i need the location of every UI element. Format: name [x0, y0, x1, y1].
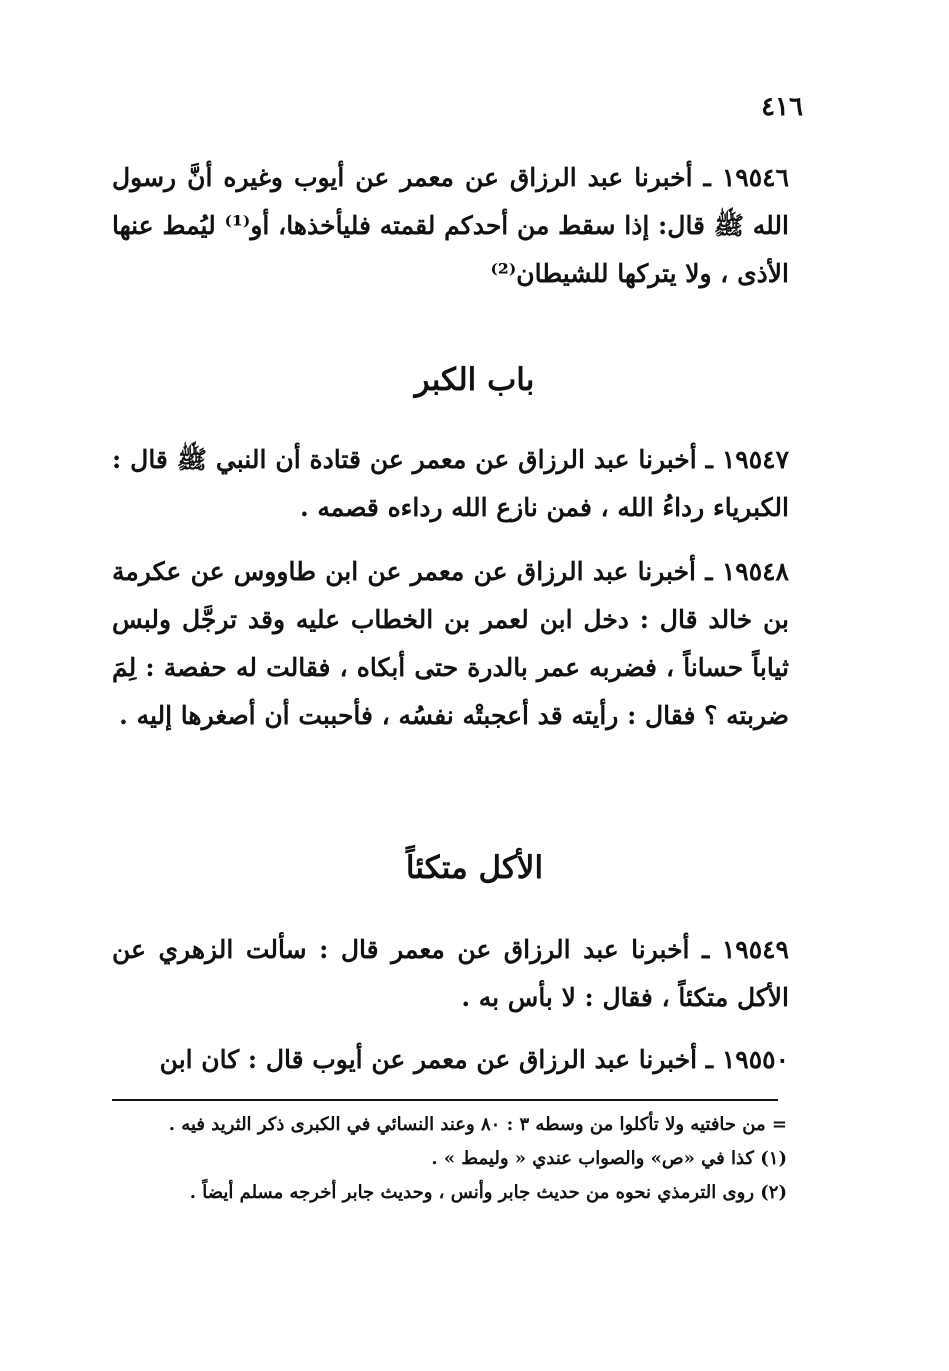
hadith-number: ١٩٥٤٦	[721, 163, 789, 192]
section-heading-akl: الأكل متكئاً	[405, 850, 544, 886]
footnote-2: (٢) روى الترمذي نحوه من حديث جابر وأنس ، وحديث جابر أخرجه مسلم أيضاً .	[189, 1182, 787, 1203]
footnote-divider	[112, 1099, 778, 1101]
page-number: ٤١٦	[761, 92, 803, 122]
hadith-text: ـ أخبرنا عبد الرزاق عن معمر قال : سألت الزهري عن الأكل متكئاً ، فقال : لا بأس به .	[112, 935, 789, 1012]
hadith-paragraph	[112, 926, 789, 1022]
hadith-paragraph	[112, 1036, 789, 1084]
hadith-paragraph	[112, 548, 789, 740]
hadith-text: ـ أخبرنا عبد الرزاق عن معمر عن قتادة أن النبي ﷺ قال : الكبرياء رداءُ الله ، فمن نازع الله رداءه قصمه .	[112, 445, 789, 522]
hadith-number: ١٩٥٤٧	[721, 445, 789, 474]
hadith-text: ـ أخبرنا عبد الرزاق عن معمر عن أيوب قال : كان ابن	[159, 1045, 714, 1074]
hadith-number: ١٩٥٤٩	[721, 935, 789, 964]
hadith-text: ـ أخبرنا عبد الرزاق عن معمر عن أيوب وغيره أنَّ رسول الله ﷺ قال: إذا سقط من أحدكم لقمته فليأخذها، أو⁽¹⁾ ليُمط عنها الأذى ، ولا يتركها للشيطان⁽²⁾	[112, 163, 789, 288]
hadith-number: ١٩٥٥٠	[721, 1045, 789, 1074]
hadith-paragraph	[112, 436, 789, 532]
section-heading-kibr: باب الكبر	[414, 362, 535, 398]
hadith-text: ـ أخبرنا عبد الرزاق عن معمر عن ابن طاووس عن عكرمة بن خالد قال : دخل ابن لعمر بن الخطاب عليه وقد ترجَّل ولبس ثياباً حساناً ، فضربه عمر بالدرة حتى أبكاه ، فقالت له حفصة : لِمَ ضربته ؟ فقال : رأيته قد أعجبتْه نفسُه ، فأحببت أن أصغرها إليه .	[112, 557, 789, 730]
hadith-paragraph	[112, 154, 789, 298]
footnotes	[112, 1108, 787, 1210]
hadith-number: ١٩٥٤٨	[721, 557, 789, 586]
footnote-continuation: = من حافتيه ولا تأكلوا من وسطه ٣ : ٨٠ وعند النسائي في الكبرى ذكر الثريد فيه .	[168, 1114, 787, 1135]
footnote-1: (١) كذا في «ص» والصواب عندي « وليمط » .	[431, 1148, 787, 1169]
